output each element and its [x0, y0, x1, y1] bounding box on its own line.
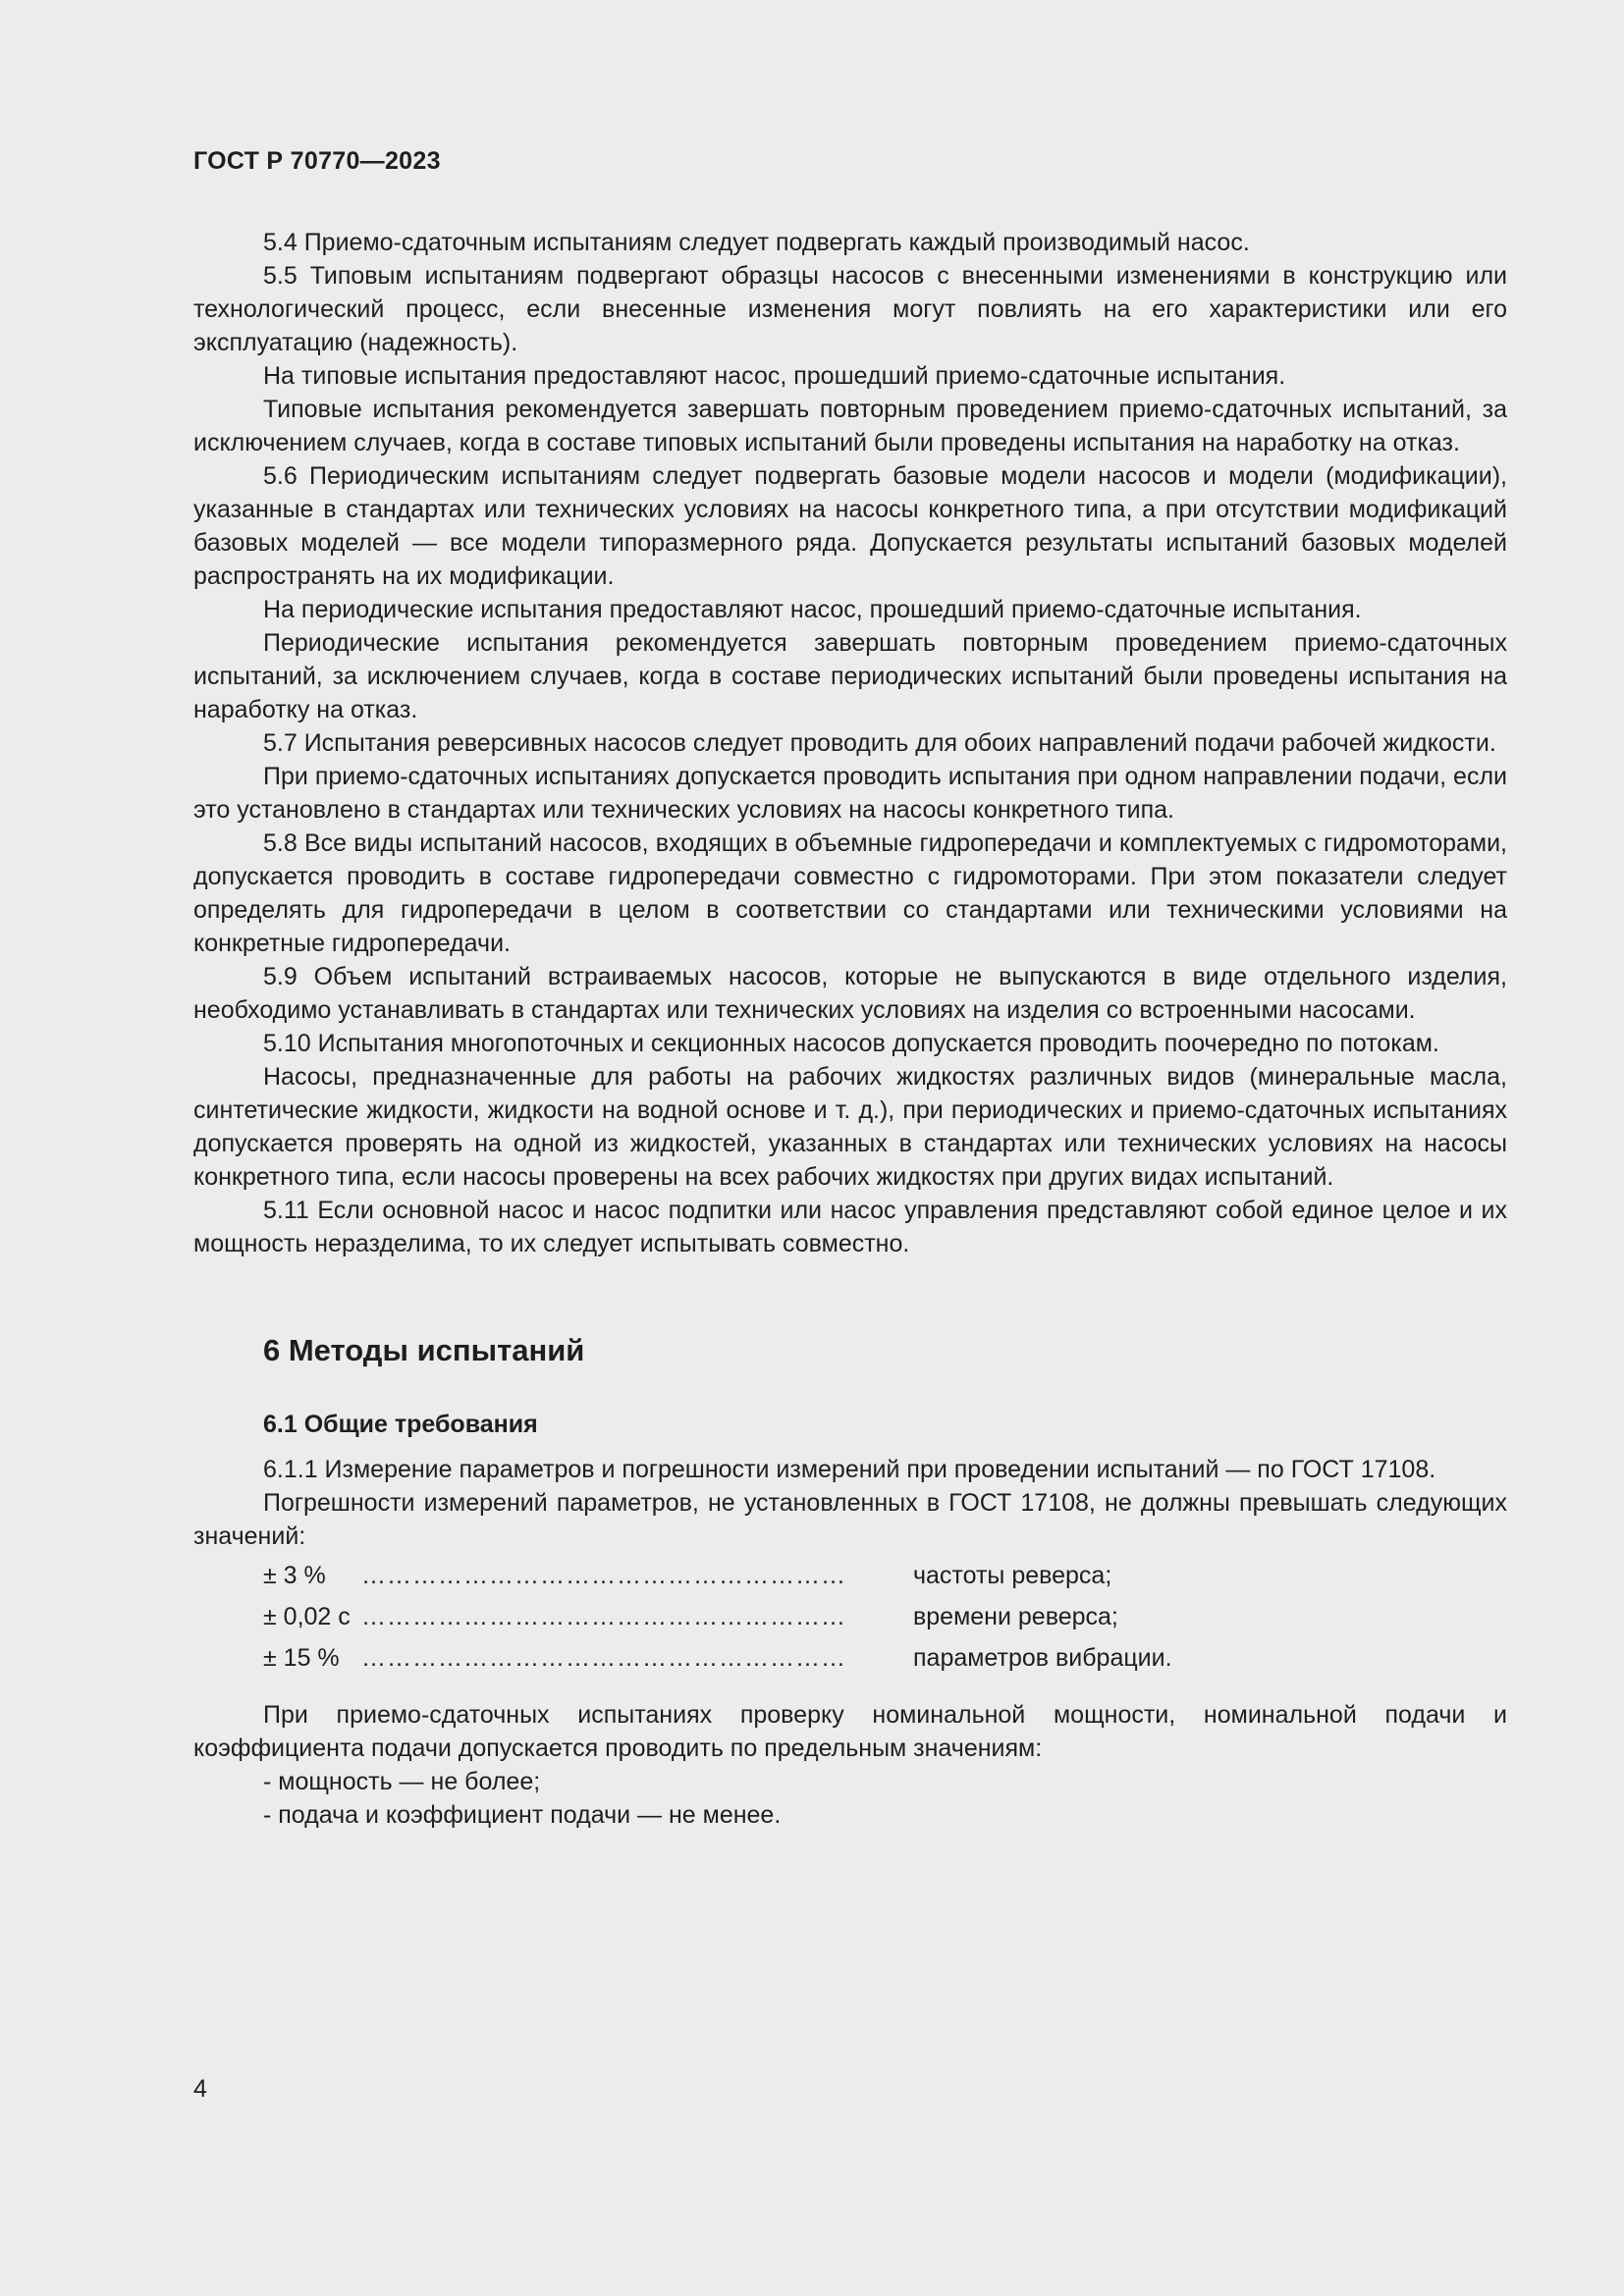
paragraph-5-8: 5.8 Все виды испытаний насосов, входящих в объемные гидропередачи и комплектуемых с гидромоторами, допускается проводить в составе гидропередачи совместно с гидромоторами. При этом показатели следует определять для гидропередачи в целом в соответствии со стандартами или техническими условиями на конкретные гидропередачи. — [193, 829, 1507, 957]
paragraph: При приемо-сдаточных испытаниях допускается проводить испытания при одном направлении подачи, если это установлено в стандартах или технических условиях на насосы конкретного типа. — [193, 763, 1507, 824]
paragraph-5-10: 5.10 Испытания многопоточных и секционных насосов допускается проводить поочередно по потокам. — [263, 1030, 1439, 1057]
leader-dots: ………………………………………………… — [361, 1562, 846, 1589]
paragraph: Типовые испытания рекомендуется завершать повторным проведением приемо-сдаточных испытаний, за исключением случаев, когда в составе типовых испытаний были проведены испытания на наработку на отказ. — [193, 396, 1507, 456]
paragraph: На типовые испытания предоставляют насос, прошедший приемо-сдаточные испытания. — [263, 362, 1286, 390]
paragraph: Насосы, предназначенные для работы на рабочих жидкостях различных видов (минеральные масла, синтетические жидкости, жидкости на водной основе и т. д.), при периодических и приемо-сдаточных испытаниях допускается проверять на одной из жидкостей, указанных в стандартах или технических условиях на насосы конкретного типа, если насосы проверены на всех рабочих жидкостях при других видах испытаний. — [193, 1063, 1507, 1191]
tolerance-value: ± 0,02 с — [263, 1603, 351, 1630]
page-number: 4 — [193, 2075, 207, 2103]
leader-dots: ………………………………………………… — [361, 1644, 846, 1672]
subsection-6-1-heading: 6.1 Общие требования — [263, 1411, 538, 1438]
tolerance-list — [263, 1559, 1507, 1682]
paragraph: На периодические испытания предоставляют насос, прошедший приемо-сдаточные испытания. — [263, 596, 1362, 623]
paragraph-5-7: 5.7 Испытания реверсивных насосов следует проводить для обоих направлений подачи рабочей жидкости. — [263, 729, 1496, 757]
tolerance-description: частоты реверса; — [913, 1562, 1112, 1589]
document-body — [193, 226, 1507, 1832]
section-6-heading: 6 Методы испытаний — [263, 1333, 585, 1367]
tolerance-value: ± 3 % — [263, 1562, 326, 1589]
list-item: - подача и коэффициент подачи — не менее. — [263, 1801, 782, 1829]
paragraph-6-1-1: 6.1.1 Измерение параметров и погрешности измерений при проведении испытаний — по ГОСТ 17108. — [263, 1456, 1436, 1483]
tolerance-value: ± 15 % — [263, 1644, 340, 1672]
paragraph-5-5: 5.5 Типовым испытаниям подвергают образцы насосов с внесенными изменениями в конструкцию или технологический процесс, если внесенные изменения могут повлиять на его характеристики или его эксплуатацию (надежность). — [193, 262, 1507, 356]
document-code-header: ГОСТ Р 70770—2023 — [193, 147, 441, 175]
paragraph-5-11: 5.11 Если основной насос и насос подпитки или насос управления представляют собой единое целое и их мощность неразделима, то их следует испытывать совместно. — [193, 1197, 1507, 1257]
tolerance-row — [263, 1600, 1507, 1641]
paragraph-5-4: 5.4 Приемо-сдаточным испытаниям следует подвергать каждый производимый насос. — [263, 229, 1250, 256]
paragraph-5-9: 5.9 Объем испытаний встраиваемых насосов, которые не выпускаются в виде отдельного изделия, необходимо устанавливать в стандартах или технических условиях на изделия со встроенными насосами. — [193, 963, 1507, 1024]
paragraph: При приемо-сдаточных испытаниях проверку номинальной мощности, номинальной подачи и коэффициента подачи допускается проводить по предельным значениям: — [193, 1701, 1507, 1762]
list-item: - мощность — не более; — [263, 1768, 541, 1795]
tolerance-row — [263, 1641, 1507, 1682]
document-page — [193, 0, 1507, 2296]
tolerance-row — [263, 1559, 1507, 1600]
leader-dots: ………………………………………………… — [361, 1603, 846, 1630]
tolerance-description: времени реверса; — [913, 1603, 1118, 1630]
paragraph: Погрешности измерений параметров, не установленных в ГОСТ 17108, не должны превышать следующих значений: — [193, 1489, 1507, 1550]
paragraph: Периодические испытания рекомендуется завершать повторным проведением приемо-сдаточных испытаний, за исключением случаев, когда в составе периодических испытаний были проведены испытания на наработку на отказ. — [193, 629, 1507, 723]
paragraph-5-6: 5.6 Периодическим испытаниям следует подвергать базовые модели насосов и модели (модификации), указанные в стандартах или технических условиях на насосы конкретного типа, а при отсутствии модификаций базовых моделей — все модели типоразмерного ряда. Допускается результаты испытаний базовых моделей распространять на их модификации. — [193, 462, 1507, 590]
tolerance-description: параметров вибрации. — [913, 1644, 1172, 1672]
